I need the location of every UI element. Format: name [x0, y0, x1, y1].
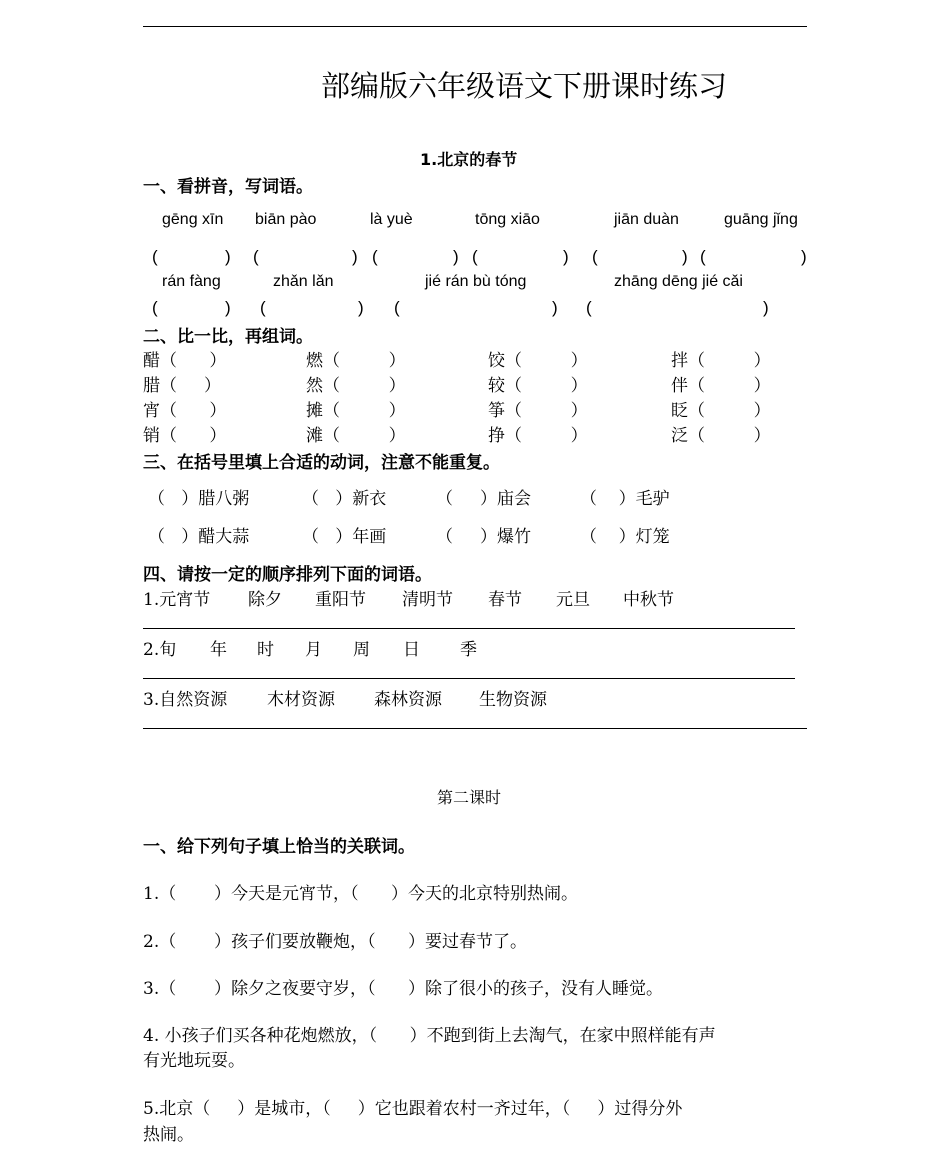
answer-blank[interactable]: （ ）: [505, 376, 588, 396]
answer-blank[interactable]: （ ）: [322, 1099, 375, 1119]
answer-blank[interactable]: （ ）: [159, 932, 232, 952]
answer-blank[interactable]: （ ）: [436, 489, 498, 509]
answer-blank[interactable]: （ ）: [160, 426, 227, 446]
order-word: 清明节: [402, 590, 453, 610]
answer-blank[interactable]: （ ）: [688, 376, 771, 396]
compare-char: 燃（ ）: [306, 351, 406, 371]
answer-blank[interactable]: （ ）: [160, 401, 227, 421]
order-word: 中秋节: [623, 590, 674, 610]
answer-blank[interactable]: （ ）: [160, 376, 222, 396]
answer-blank[interactable]: （ ）: [505, 426, 588, 446]
answer-blank[interactable]: （ ）: [505, 401, 588, 421]
verb-item: （ ）醋大蒜: [148, 527, 250, 547]
pinyin-word: biān pào: [255, 211, 317, 228]
answer-bracket[interactable]: (: [260, 298, 266, 317]
answer-line[interactable]: [143, 678, 795, 679]
answer-blank[interactable]: （ ）: [323, 376, 406, 396]
answer-bracket[interactable]: ): [552, 298, 558, 317]
answer-blank[interactable]: （ ）: [323, 401, 406, 421]
pinyin-word: rán fàng: [162, 273, 221, 290]
answer-bracket[interactable]: ): [225, 247, 231, 266]
answer-blank[interactable]: （ ）: [688, 401, 771, 421]
order-word: 1.元宵节: [143, 590, 211, 610]
answer-blank[interactable]: （ ）: [193, 1099, 255, 1119]
order-word: 时: [257, 640, 274, 660]
sentence-item: 2.（ ）孩子们要放鞭炮，（ ）要过春节了。: [143, 932, 527, 952]
compare-char: 然（ ）: [306, 376, 406, 396]
order-word: 重阳节: [315, 590, 366, 610]
sentence-item: 3.（ ）除夕之夜要守岁，（ ）除了很小的孩子，没有人睡觉。: [143, 979, 663, 999]
answer-blank[interactable]: （ ）: [688, 351, 771, 371]
answer-blank[interactable]: （ ）: [367, 979, 425, 999]
verb-item: （ ）年画: [302, 527, 387, 547]
answer-blank[interactable]: （ ）: [323, 426, 406, 446]
pinyin-word: zhāng dēng jié cǎi: [614, 273, 743, 290]
pinyin-word: zhǎn lǎn: [273, 273, 334, 290]
verb-item: （ ）腊八粥: [148, 489, 250, 509]
verb-item: （ ）爆竹: [436, 527, 532, 547]
pinyin-word: jié rán bù tóng: [425, 273, 527, 290]
top-rule: [143, 26, 807, 27]
order-word: 年: [210, 640, 227, 660]
answer-blank[interactable]: （ ）: [148, 527, 199, 547]
order-word: 季: [460, 640, 477, 660]
compare-char: 滩（ ）: [306, 426, 406, 446]
compare-char: 宵（ ）: [143, 401, 227, 421]
section4-heading: 四、请按一定的顺序排列下面的词语。: [143, 565, 432, 585]
sentence-continuation: 有光地玩耍。: [143, 1051, 245, 1071]
order-word: 元旦: [556, 590, 590, 610]
verb-item: （ ）新衣: [302, 489, 387, 509]
compare-char: 眨（ ）: [671, 401, 771, 421]
pinyin-word: jiān duàn: [614, 211, 679, 228]
answer-bracket[interactable]: ): [352, 247, 358, 266]
order-word: 除夕: [248, 590, 282, 610]
answer-blank[interactable]: （ ）: [688, 426, 771, 446]
answer-bracket[interactable]: ): [763, 298, 769, 317]
answer-bracket[interactable]: ): [682, 247, 688, 266]
compare-char: 醋（ ）: [143, 351, 227, 371]
order-word: 森林资源: [374, 690, 442, 710]
lesson2-title: 第二课时: [437, 788, 502, 807]
compare-char: 较（ ）: [488, 376, 588, 396]
answer-bracket[interactable]: (: [586, 298, 592, 317]
answer-bracket[interactable]: (: [394, 298, 400, 317]
order-word: 3.自然资源: [143, 690, 228, 710]
order-word: 2.旬: [143, 640, 177, 660]
answer-blank[interactable]: （ ）: [580, 489, 636, 509]
lesson-title: 1.北京的春节: [420, 150, 518, 169]
answer-blank[interactable]: （ ）: [302, 489, 353, 509]
section1-heading: 一、看拼音，写词语。: [143, 177, 313, 197]
sentence-item: 1.（ ）今天是元宵节，（ ）今天的北京特别热闹。: [143, 884, 578, 904]
pinyin-word: tōng xiāo: [475, 211, 540, 228]
verb-item: （ ）灯笼: [580, 527, 670, 547]
answer-bracket[interactable]: (: [152, 298, 158, 317]
section2-heading: 二、比一比，再组词。: [143, 327, 313, 347]
answer-blank[interactable]: （ ）: [561, 1099, 615, 1119]
order-word: 生物资源: [479, 690, 547, 710]
order-word: 月: [305, 640, 322, 660]
answer-blank[interactable]: （ ）: [350, 884, 408, 904]
answer-bracket[interactable]: (: [700, 247, 706, 266]
sentence-continuation: 热闹。: [143, 1125, 194, 1145]
answer-bracket[interactable]: ): [453, 247, 459, 266]
answer-line[interactable]: [143, 628, 795, 629]
verb-item: （ ）毛驴: [580, 489, 670, 509]
compare-char: 腊（ ）: [143, 376, 222, 396]
compare-char: 拌（ ）: [671, 351, 771, 371]
answer-blank[interactable]: （ ）: [160, 351, 227, 371]
pinyin-word: guāng jǐng: [724, 211, 798, 228]
answer-bracket[interactable]: ): [358, 298, 364, 317]
answer-bracket[interactable]: ): [563, 247, 569, 266]
sentence-item: 5.北京（ ）是城市，（ ）它也跟着农村一齐过年，（ ）过得分外: [143, 1099, 683, 1119]
answer-bracket[interactable]: (: [592, 247, 598, 266]
compare-char: 摊（ ）: [306, 401, 406, 421]
answer-blank[interactable]: （ ）: [148, 489, 199, 509]
answer-blank[interactable]: （ ）: [580, 527, 636, 547]
answer-blank[interactable]: （ ）: [159, 884, 232, 904]
section3-heading: 三、在括号里填上合适的动词，注意不能重复。: [143, 453, 500, 473]
pinyin-word: là yuè: [370, 211, 413, 228]
answer-bracket[interactable]: ): [801, 247, 807, 266]
compare-char: 销（ ）: [143, 426, 227, 446]
answer-bracket[interactable]: (: [152, 247, 158, 266]
answer-blank[interactable]: （ ）: [302, 527, 353, 547]
section5-heading: 一、给下列句子填上恰当的关联词。: [143, 837, 415, 857]
verb-item: （ ）庙会: [436, 489, 532, 509]
compare-char: 筝（ ）: [488, 401, 588, 421]
order-word: 春节: [488, 590, 522, 610]
answer-blank[interactable]: （ ）: [367, 932, 425, 952]
sentence-item: 4. 小孩子们买各种花炮燃放，（ ）不跑到街上去淘气，在家中照样能有声: [143, 1026, 716, 1046]
answer-line[interactable]: [143, 728, 807, 729]
compare-char: 泛（ ）: [671, 426, 771, 446]
answer-blank[interactable]: （ ）: [159, 979, 232, 999]
order-word: 木材资源: [267, 690, 335, 710]
answer-blank[interactable]: （ ）: [505, 351, 588, 371]
answer-bracket[interactable]: (: [372, 247, 378, 266]
answer-bracket[interactable]: (: [472, 247, 478, 266]
answer-bracket[interactable]: ): [225, 298, 231, 317]
answer-blank[interactable]: （ ）: [323, 351, 406, 371]
order-word: 日: [403, 640, 420, 660]
page-title: 部编版六年级语文下册课时练习: [321, 69, 728, 103]
compare-char: 饺（ ）: [488, 351, 588, 371]
answer-blank[interactable]: （ ）: [436, 527, 498, 547]
order-word: 周: [353, 640, 370, 660]
pinyin-word: gēng xīn: [162, 211, 224, 228]
answer-blank[interactable]: （ ）: [368, 1026, 427, 1046]
compare-char: 挣（ ）: [488, 426, 588, 446]
answer-bracket[interactable]: (: [253, 247, 259, 266]
compare-char: 伴（ ）: [671, 376, 771, 396]
